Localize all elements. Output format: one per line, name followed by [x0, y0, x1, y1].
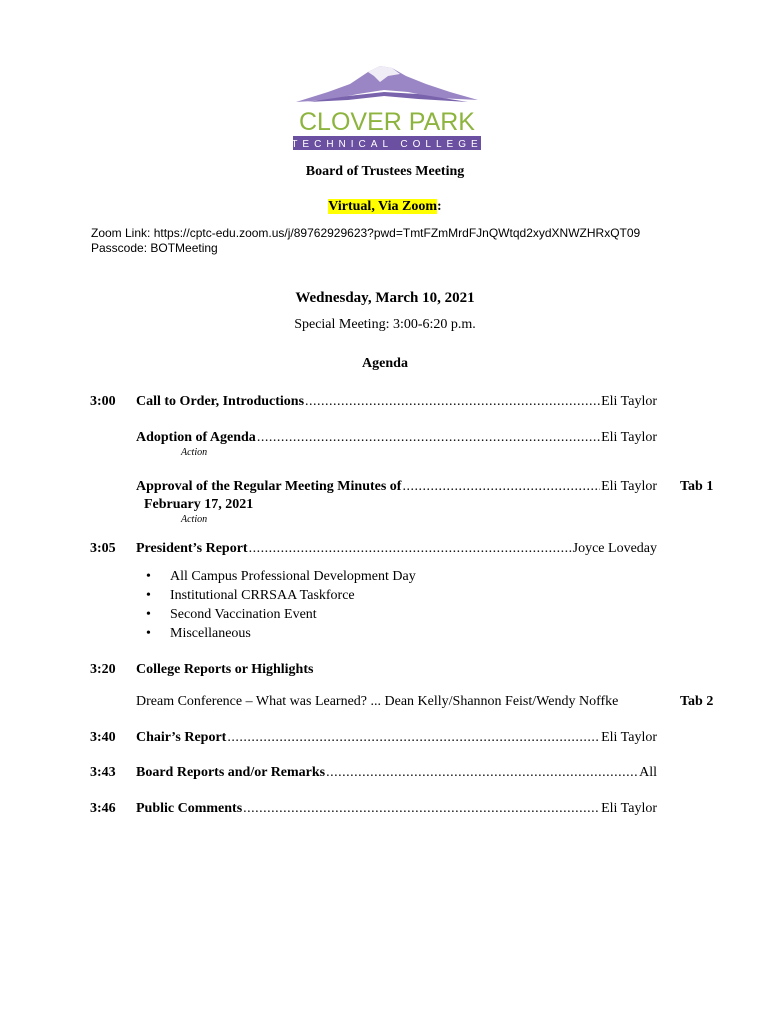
- agenda-item: [0, 430, 770, 450]
- agenda-item: [0, 479, 770, 499]
- meeting-type-time: Special Meeting: 3:00-6:20 p.m.: [294, 317, 476, 332]
- agenda-item: [0, 765, 770, 785]
- zoom-info: [91, 226, 640, 256]
- college-logo: [288, 62, 486, 154]
- tab-reference: Tab 2: [680, 694, 714, 709]
- agenda-item: [0, 541, 770, 561]
- agenda-time: 3:05: [90, 541, 116, 556]
- agenda-time: 3:40: [90, 730, 116, 745]
- agenda-time: 3:43: [90, 765, 116, 780]
- agenda-time: 3:20: [90, 662, 116, 677]
- agenda-presenter: Eli Taylor: [601, 430, 657, 445]
- agenda-presenter: Joyce Loveday: [572, 541, 657, 556]
- agenda-label: Approval of the Regular Meeting Minutes of: [136, 479, 402, 494]
- zoom-passcode: Passcode: BOTMeeting: [91, 241, 218, 255]
- zoom-link[interactable]: Zoom Link: https://cptc-edu.zoom.us/j/89762929623?pwd=TmtFZmMrdFJnQWtqd2xydXNWZHRxQT09: [91, 226, 641, 240]
- agenda-time: 3:46: [90, 801, 116, 816]
- meeting-date: Wednesday, March 10, 2021: [295, 290, 475, 306]
- agenda-item: [0, 730, 770, 750]
- tab-reference: Tab 1: [680, 479, 714, 494]
- president-report-list: [146, 567, 416, 643]
- list-item: • All Campus Professional Development Day: [146, 567, 416, 586]
- virtual-suffix: :: [437, 199, 442, 214]
- agenda-item: [0, 694, 770, 714]
- agenda-label: President’s Report: [136, 541, 248, 556]
- agenda-action-note: Action: [181, 447, 208, 458]
- virtual-line: [0, 199, 770, 215]
- agenda-heading: Agenda: [362, 356, 408, 371]
- agenda-label-continued: February 17, 2021: [144, 497, 254, 512]
- agenda-item: [0, 662, 770, 682]
- agenda-label: College Reports or Highlights: [136, 662, 314, 677]
- agenda-presenter: Eli Taylor: [601, 394, 657, 409]
- list-item: • Second Vaccination Event: [146, 605, 416, 624]
- virtual-highlight: Virtual, Via Zoom: [328, 199, 438, 214]
- logo-subtitle: TECHNICAL COLLEGE: [291, 139, 483, 150]
- agenda-label: Board Reports and/or Remarks: [136, 765, 326, 780]
- agenda-item: [0, 801, 770, 821]
- agenda-label: Public Comments: [136, 801, 243, 816]
- agenda-label: Adoption of Agenda: [136, 430, 256, 445]
- document-title: Board of Trustees Meeting: [305, 164, 465, 179]
- agenda-label: Dream Conference – What was Learned? ... Dean Kelly/Shannon Feist/Wendy Noffke: [136, 694, 619, 709]
- agenda-presenter: Eli Taylor: [601, 801, 657, 816]
- agenda-label: Call to Order, Introductions: [136, 394, 305, 409]
- agenda-label: Chair’s Report: [136, 730, 227, 745]
- list-item: • Institutional CRRSAA Taskforce: [146, 586, 416, 605]
- agenda-presenter: Eli Taylor: [601, 730, 657, 745]
- agenda-action-note: Action: [181, 514, 208, 525]
- agenda-presenter: Eli Taylor: [601, 479, 657, 494]
- agenda-item: [0, 394, 770, 414]
- agenda-presenter: All: [639, 765, 657, 780]
- logo-name: CLOVER PARK: [299, 108, 475, 136]
- agenda-time: 3:00: [90, 394, 116, 409]
- list-item: • Miscellaneous: [146, 624, 416, 643]
